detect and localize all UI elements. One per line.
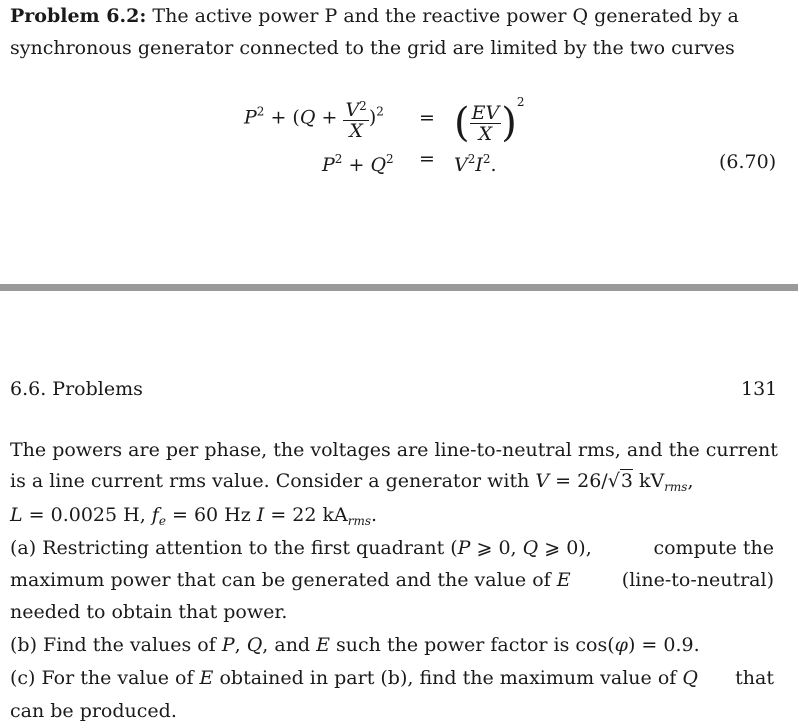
problem-intro-line1: The active power P and the reactive power Q generated by a bbox=[152, 5, 739, 27]
part-c-line2: can be produced. bbox=[10, 700, 177, 722]
equation-2-rhs: $V^2I^2$. bbox=[454, 152, 497, 176]
part-a-line1: (a) Restricting attention to the first quadrant (P ⩾ 0, Q ⩾ 0), compute the bbox=[10, 537, 774, 559]
part-a-line3: needed to obtain that power. bbox=[10, 601, 288, 623]
problem-intro-line2: synchronous generator connected to the grid are limited by the two curves bbox=[10, 37, 735, 59]
section-header: 6.6. Problems bbox=[10, 378, 143, 400]
equation-2-lhs: $P^2 + Q^2$ bbox=[322, 152, 394, 176]
part-b: (b) Find the values of P, Q, and E such the power factor is cos(φ) = 0.9. bbox=[10, 634, 700, 656]
equation-2-equals: = bbox=[419, 148, 435, 170]
problem-heading bbox=[10, 4, 739, 28]
equation-1-rhs: ( $\frac{EV}{X}$ )$^2$ bbox=[454, 95, 525, 146]
page-number: 131 bbox=[741, 378, 778, 400]
part-a-line2: maximum power that can be generated and the value of E (line-to-neutral) bbox=[10, 569, 774, 591]
para1-line3: L = 0.0025 H, $f_e = 60$ Hz I = 22 $kA_{rms}$. bbox=[10, 504, 378, 528]
problem-label: Problem 6.2: bbox=[10, 5, 147, 27]
para1-line1: The powers are per phase, the voltages are line-to-neutral rms, and the current bbox=[10, 439, 778, 461]
para1-line2: is a line current rms value. Consider a generator with V = 26/√3 $kV_{rms}$, bbox=[10, 470, 694, 494]
equation-number: (6.70) bbox=[719, 151, 777, 173]
divider-bar bbox=[0, 284, 798, 291]
part-c-line1: (c) For the value of E obtained in part (b), find the maximum value of Q that bbox=[10, 667, 774, 689]
equation-1-equals: = bbox=[419, 107, 435, 129]
equation-1: $P^2 + (Q$ + $\frac{V^2}{X}$ )$^2$ bbox=[244, 96, 384, 141]
